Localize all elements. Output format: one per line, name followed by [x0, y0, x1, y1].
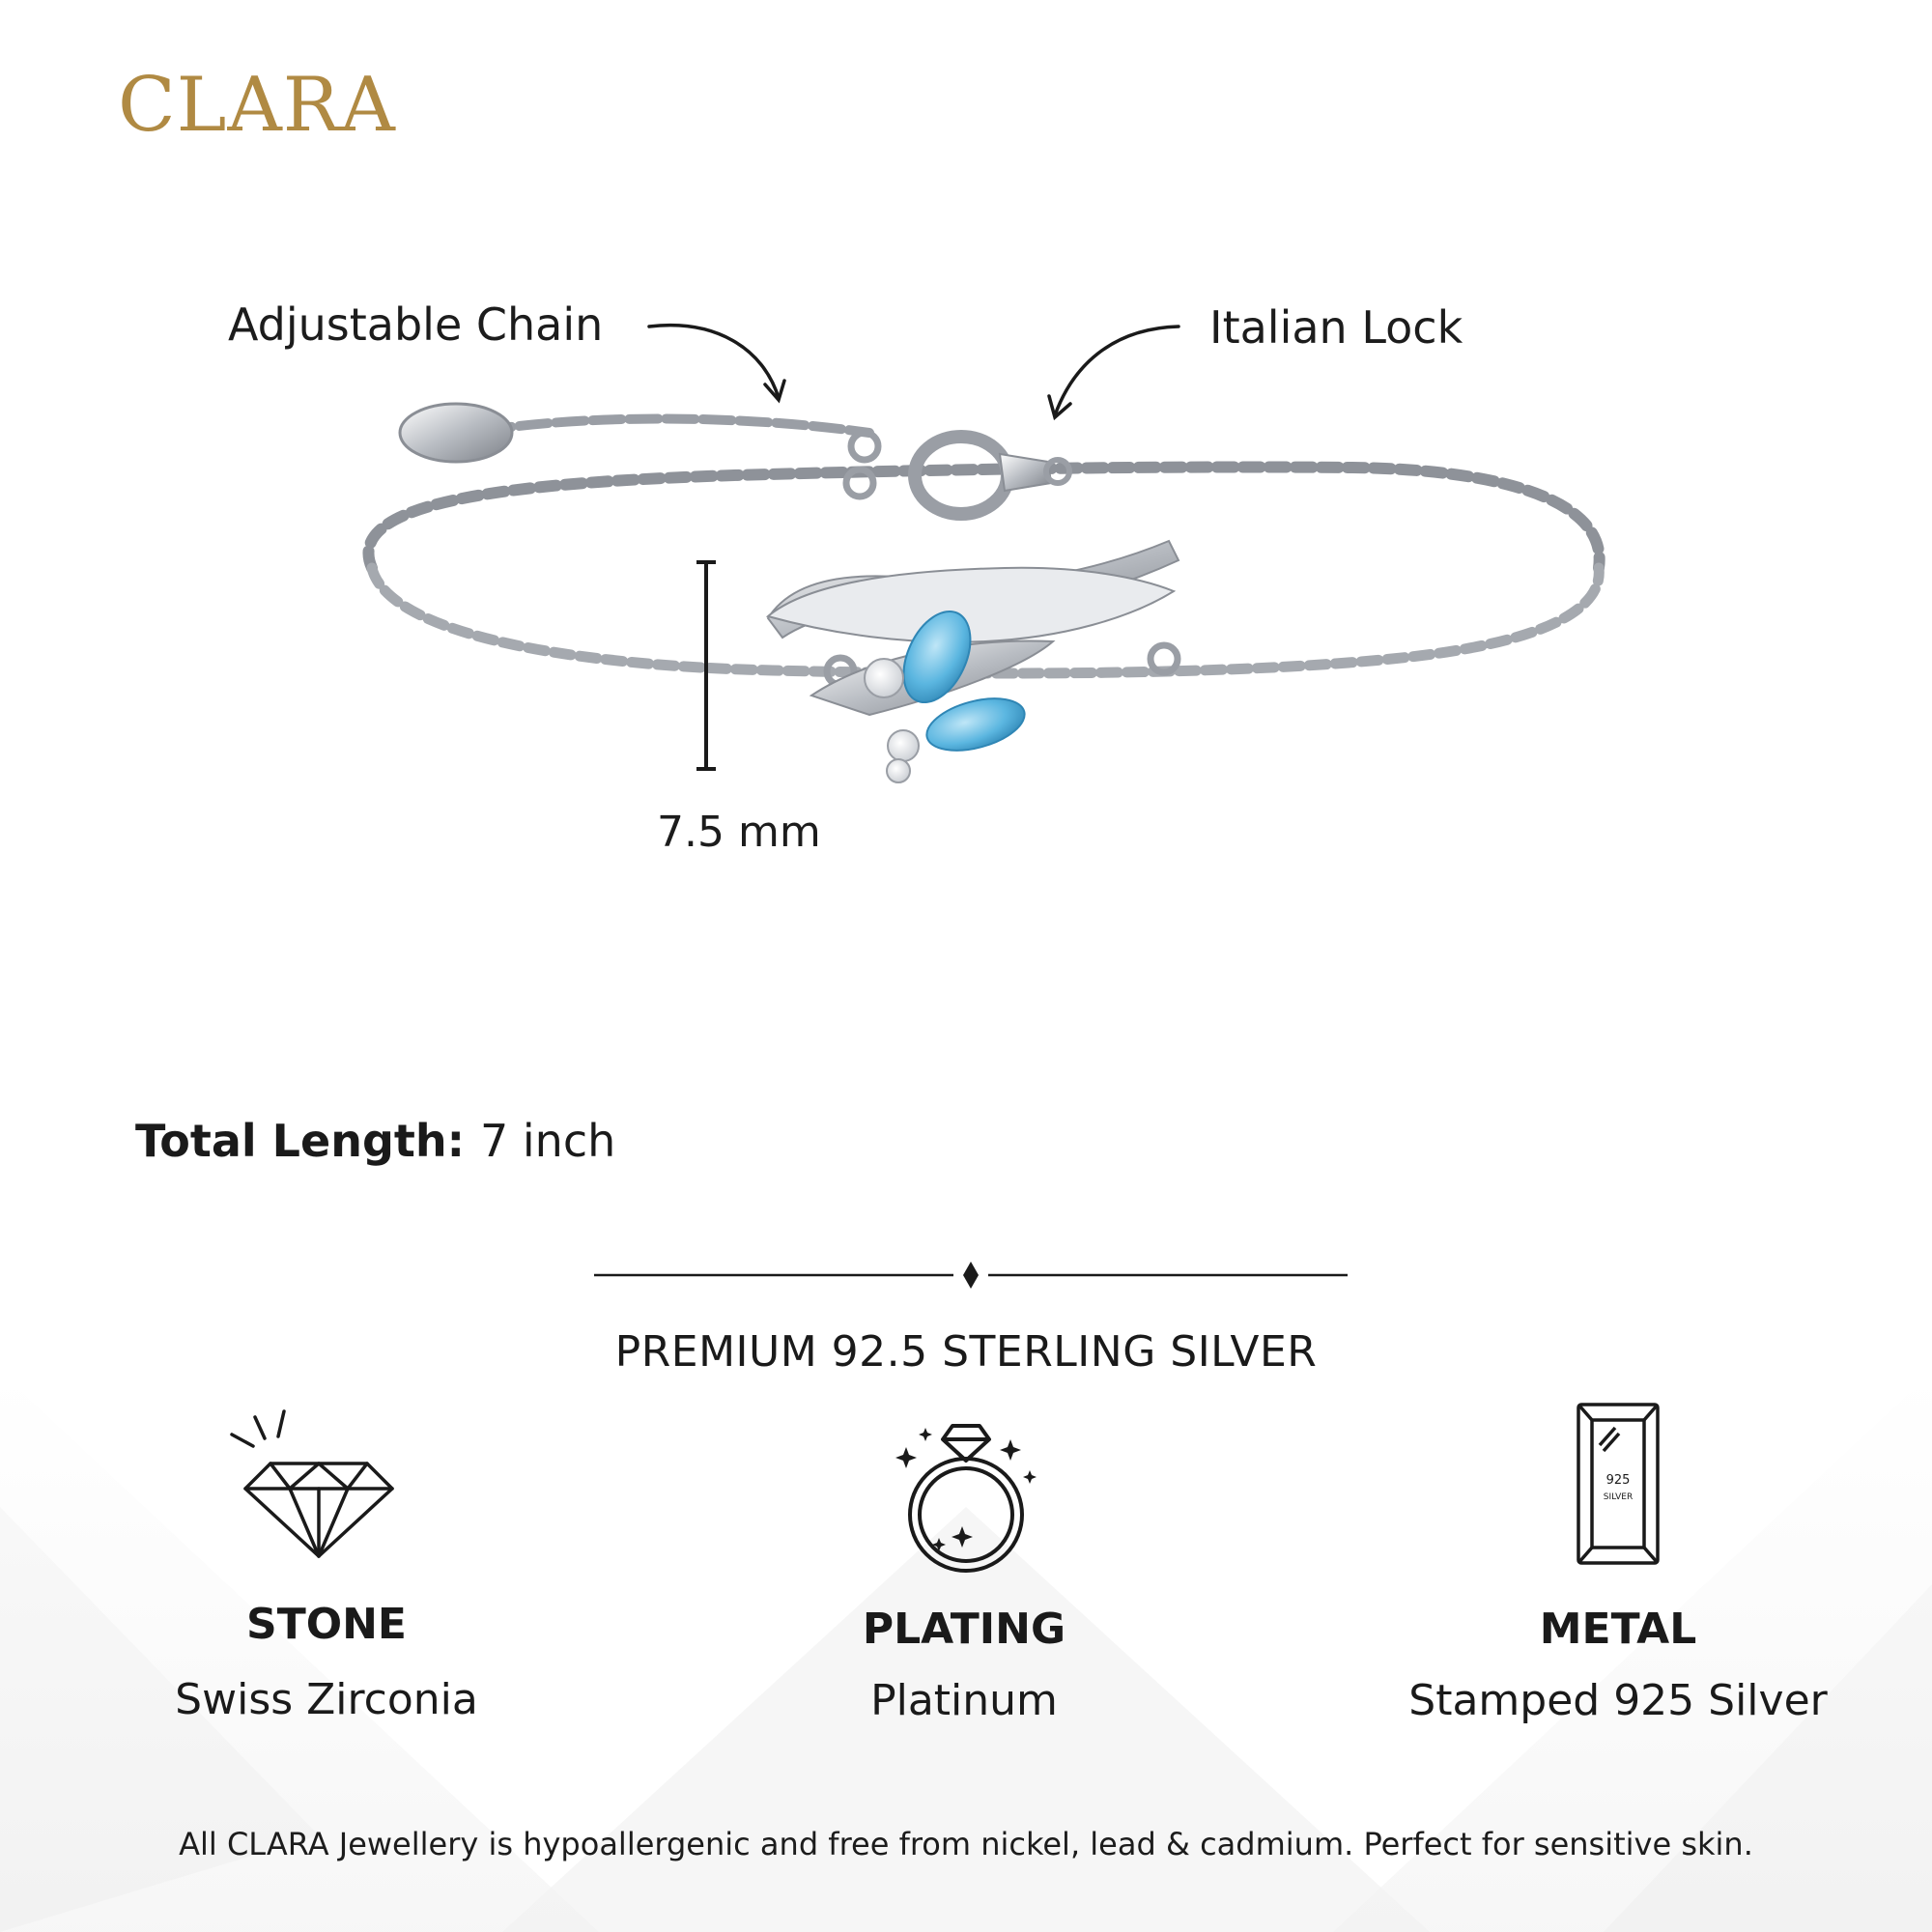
silver-bar-stamp-word: SILVER [1603, 1492, 1634, 1502]
ring-icon [889, 1410, 1043, 1579]
brand-logo: CLARA [118, 62, 396, 149]
feature-metal-value: Stamped 925 Silver [1408, 1676, 1828, 1725]
total-length-label: Total Length: [135, 1115, 466, 1167]
feature-metal [1309, 1605, 1927, 1725]
feature-stone-title: STONE [246, 1600, 407, 1649]
ornament-divider [594, 1256, 1348, 1294]
callout-italian-lock: Italian Lock [1209, 301, 1463, 354]
width-measure-label: 7.5 mm [657, 808, 821, 857]
pendant [768, 541, 1179, 782]
callout-arrow-italian-lock [1049, 327, 1179, 417]
callout-adjustable-chain: Adjustable Chain [228, 298, 604, 351]
total-length-value: 7 inch [480, 1115, 616, 1167]
total-length [135, 1115, 616, 1167]
feature-stone-value: Swiss Zirconia [175, 1675, 478, 1724]
feature-plating-value: Platinum [870, 1676, 1058, 1725]
diamond-icon [222, 1406, 396, 1560]
headline: PREMIUM 92.5 STERLING SILVER [614, 1327, 1318, 1377]
silver-bar-stamp-number: 925 [1605, 1473, 1631, 1488]
feature-plating [655, 1605, 1273, 1725]
feature-stone [17, 1600, 636, 1724]
callout-arrow-adjustable-chain [649, 326, 784, 400]
footer-disclaimer: All CLARA Jewellery is hypoallergenic and free from nickel, lead & cadmium. Perfect for sensitive skin. [179, 1826, 1753, 1862]
silver-bar-icon [1575, 1401, 1662, 1567]
feature-plating-title: PLATING [862, 1605, 1066, 1654]
feature-metal-title: METAL [1539, 1605, 1697, 1654]
